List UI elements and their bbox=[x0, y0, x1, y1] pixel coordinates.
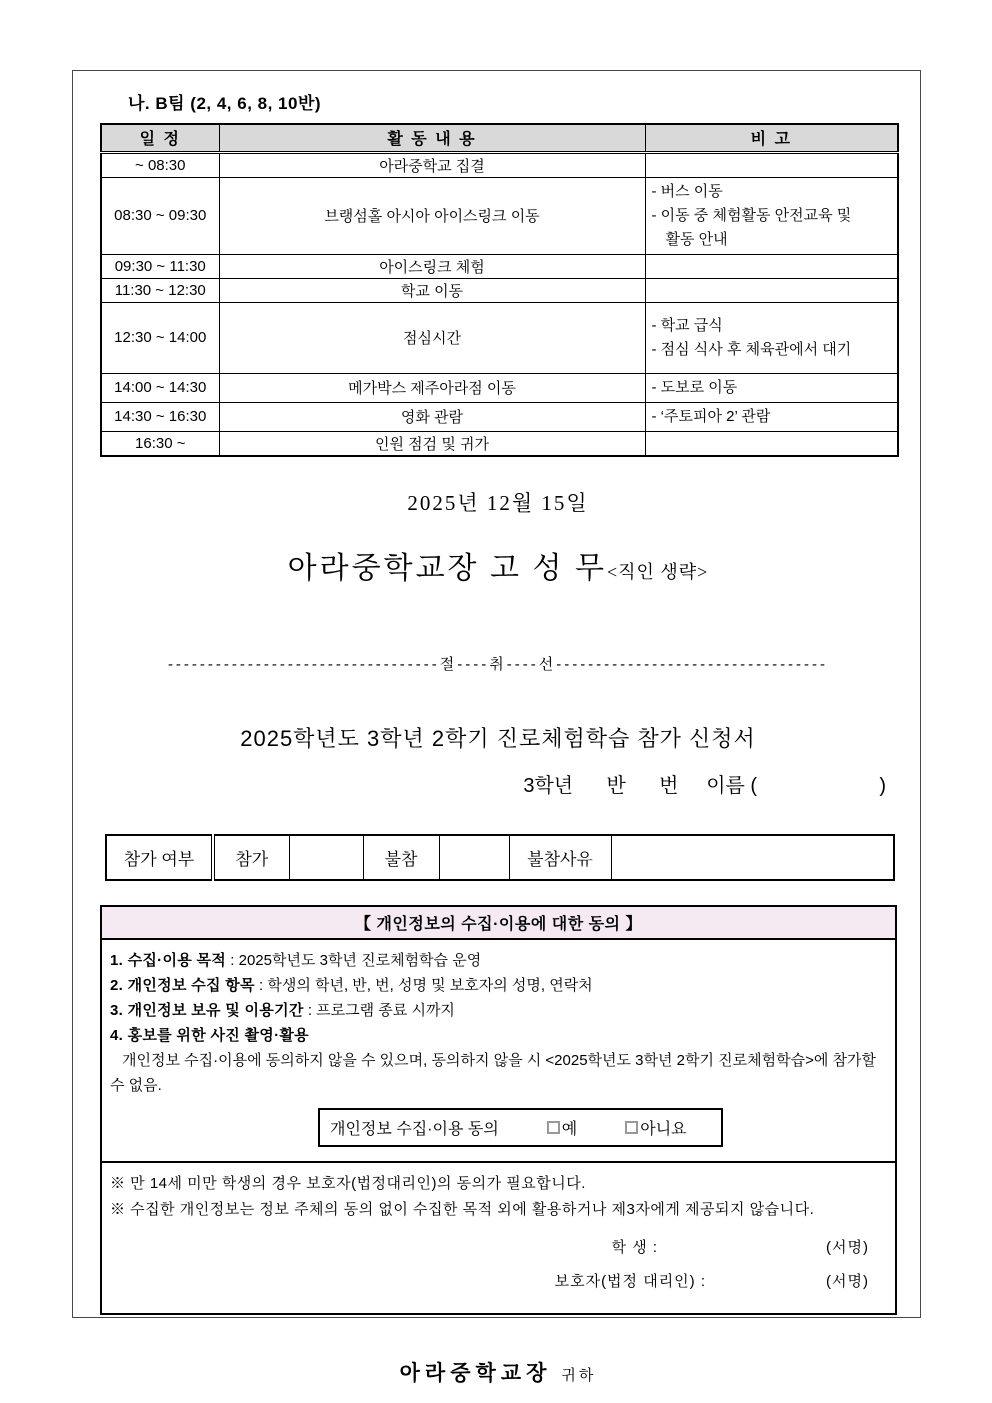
attend-label: 참가 bbox=[213, 835, 289, 880]
addressee-name: 아라중학교장 bbox=[399, 1361, 552, 1385]
schedule-time-cell: ~ 08:30 bbox=[101, 152, 219, 177]
consent-item-label: 2. 개인정보 수집 항목 bbox=[110, 976, 255, 994]
schedule-note-cell bbox=[645, 302, 898, 373]
schedule-activity-cell: 점심시간 bbox=[219, 302, 645, 373]
consent-no-option[interactable] bbox=[625, 1116, 686, 1139]
schedule-note-cell bbox=[645, 373, 898, 402]
team-heading: 나. B팀 (2, 4, 6, 8, 10반) bbox=[128, 94, 322, 113]
principal-signature-line bbox=[100, 543, 896, 587]
consent-note: ※ 수집한 개인정보는 정보 주체의 동의 없이 수집한 목적 외에 활용하거나 제3자에게 제공되지 않습니다. bbox=[110, 1200, 815, 1218]
principal-name: 아라중학교장 고 성 무 bbox=[287, 551, 607, 585]
schedule-table bbox=[100, 123, 899, 457]
schedule-note-cell bbox=[645, 254, 898, 278]
attend-check-cell[interactable] bbox=[289, 835, 363, 880]
guardian-signature-label: 보호자(법정 대리인) : bbox=[554, 1272, 707, 1290]
schedule-note-cell bbox=[645, 177, 898, 254]
consent-choice-label: 개인정보 수집·이용 동의 bbox=[330, 1120, 499, 1138]
schedule-activity-cell: 아이스링크 체험 bbox=[219, 254, 645, 278]
schedule-time-cell: 11:30 ~ 12:30 bbox=[101, 278, 219, 302]
schedule-row bbox=[101, 177, 898, 254]
schedule-note-cell bbox=[645, 278, 898, 302]
schedule-note-line: - 점심 식사 후 체육관에서 대기 bbox=[651, 340, 852, 358]
schedule-activity-cell: 메가박스 제주아라점 이동 bbox=[219, 373, 645, 402]
student-signature-line[interactable] bbox=[110, 1231, 883, 1265]
schedule-note-cell bbox=[645, 152, 898, 177]
schedule-row bbox=[101, 278, 898, 302]
schedule-note-line: - 버스 이동 bbox=[651, 182, 723, 200]
absence-reason-label: 불참사유 bbox=[509, 835, 611, 880]
consent-yes-option[interactable] bbox=[547, 1116, 577, 1139]
schedule-time-cell: 14:00 ~ 14:30 bbox=[101, 373, 219, 402]
schedule-time-cell: 14:30 ~ 16:30 bbox=[101, 402, 219, 431]
consent-item bbox=[110, 948, 885, 973]
consent-item-text: : 프로그램 종료 시까지 bbox=[303, 1001, 455, 1019]
yes-label: 예 bbox=[561, 1120, 578, 1138]
consent-notes bbox=[102, 1161, 895, 1313]
addressee-line bbox=[100, 1357, 896, 1387]
schedule-time-cell: 12:30 ~ 14:00 bbox=[101, 302, 219, 373]
absent-label: 불참 bbox=[363, 835, 439, 880]
schedule-note-line: 활동 안내 bbox=[665, 230, 728, 248]
issue-date: 2025년 12월 15일 bbox=[407, 490, 589, 515]
consent-item-label: 1. 수집·이용 목적 bbox=[110, 951, 227, 969]
schedule-row bbox=[101, 302, 898, 373]
schedule-col-time: 일 정 bbox=[101, 124, 219, 152]
consent-item bbox=[110, 1023, 885, 1048]
schedule-activity-cell: 학교 이동 bbox=[219, 278, 645, 302]
schedule-note-cell bbox=[645, 402, 898, 431]
consent-paragraph: 개인정보 수집·이용에 동의하지 않을 수 있으며, 동의하지 않을 시 <2025학년도 3학년 2학기 진로체험학습>에 참가할 수 없음. bbox=[110, 1051, 876, 1094]
stamp-omitted-note: <직인 생략> bbox=[606, 561, 709, 582]
schedule-row bbox=[101, 373, 898, 402]
consent-note: ※ 만 14세 미만 학생의 경우 보호자(법정대리인)의 동의가 필요합니다. bbox=[110, 1174, 586, 1192]
schedule-row bbox=[101, 254, 898, 278]
consent-item bbox=[110, 973, 885, 998]
no-label: 아니요 bbox=[640, 1120, 687, 1138]
participation-row bbox=[106, 835, 894, 880]
schedule-note-line: - 학교 급식 bbox=[651, 316, 723, 334]
schedule-note-line: - ‘주토피아 2’ 관람 bbox=[651, 407, 771, 425]
consent-item-text: : 2025학년도 3학년 진로체험학습 운영 bbox=[226, 951, 482, 969]
no-checkbox[interactable] bbox=[625, 1121, 638, 1134]
consent-item-label: 4. 홍보를 위한 사진 촬영·활용 bbox=[110, 1026, 309, 1044]
addressee-honorific: 귀하 bbox=[561, 1366, 597, 1384]
schedule-col-note: 비 고 bbox=[645, 124, 898, 152]
consent-choice-row bbox=[318, 1108, 723, 1147]
student-info-line[interactable]: 3학년 반 번 이름 ( ) bbox=[523, 774, 886, 797]
privacy-consent-section bbox=[100, 905, 897, 1315]
schedule-time-cell: 16:30 ~ bbox=[101, 431, 219, 456]
yes-checkbox[interactable] bbox=[547, 1121, 560, 1134]
schedule-time-cell: 08:30 ~ 09:30 bbox=[101, 177, 219, 254]
schedule-header-row bbox=[101, 124, 898, 152]
schedule-row bbox=[101, 152, 898, 177]
participation-label: 참가 여부 bbox=[106, 835, 213, 880]
consent-item-text: : 학생의 학년, 반, 번, 성명 및 보호자의 성명, 연락처 bbox=[254, 976, 593, 994]
schedule-row bbox=[101, 431, 898, 456]
student-sign-placeholder: (서명) bbox=[826, 1238, 869, 1256]
document-page bbox=[72, 70, 921, 1385]
consent-item bbox=[110, 998, 885, 1023]
absence-reason-cell[interactable] bbox=[611, 835, 894, 880]
schedule-time-cell: 09:30 ~ 11:30 bbox=[101, 254, 219, 278]
schedule-activity-cell: 인원 점검 및 귀가 bbox=[219, 431, 645, 456]
application-form-title: 2025학년도 3학년 2학기 진로체험학습 참가 신청서 bbox=[240, 725, 756, 751]
consent-body bbox=[102, 940, 895, 1161]
schedule-note-cell bbox=[645, 431, 898, 456]
cut-line: ----------------------------------절----취----선---------------------------------- bbox=[167, 655, 829, 673]
consent-section-title: 【 개인정보의 수집·이용에 대한 동의 】 bbox=[102, 907, 895, 940]
schedule-col-activity: 활 동 내 용 bbox=[219, 124, 645, 152]
schedule-activity-cell: 아라중학교 집결 bbox=[219, 152, 645, 177]
schedule-row bbox=[101, 402, 898, 431]
participation-table bbox=[105, 834, 895, 881]
schedule-activity-cell: 영화 관람 bbox=[219, 402, 645, 431]
guardian-signature-line[interactable] bbox=[110, 1265, 883, 1299]
absent-check-cell[interactable] bbox=[439, 835, 509, 880]
guardian-sign-placeholder: (서명) bbox=[826, 1272, 869, 1290]
schedule-note-line: - 도보로 이동 bbox=[651, 378, 738, 396]
student-signature-label: 학 생 : bbox=[611, 1238, 659, 1256]
schedule-note-line: - 이동 중 체험활동 안전교육 및 bbox=[651, 206, 852, 224]
schedule-activity-cell: 브랭섬홀 아시아 아이스링크 이동 bbox=[219, 177, 645, 254]
consent-item-label: 3. 개인정보 보유 및 이용기간 bbox=[110, 1001, 304, 1019]
